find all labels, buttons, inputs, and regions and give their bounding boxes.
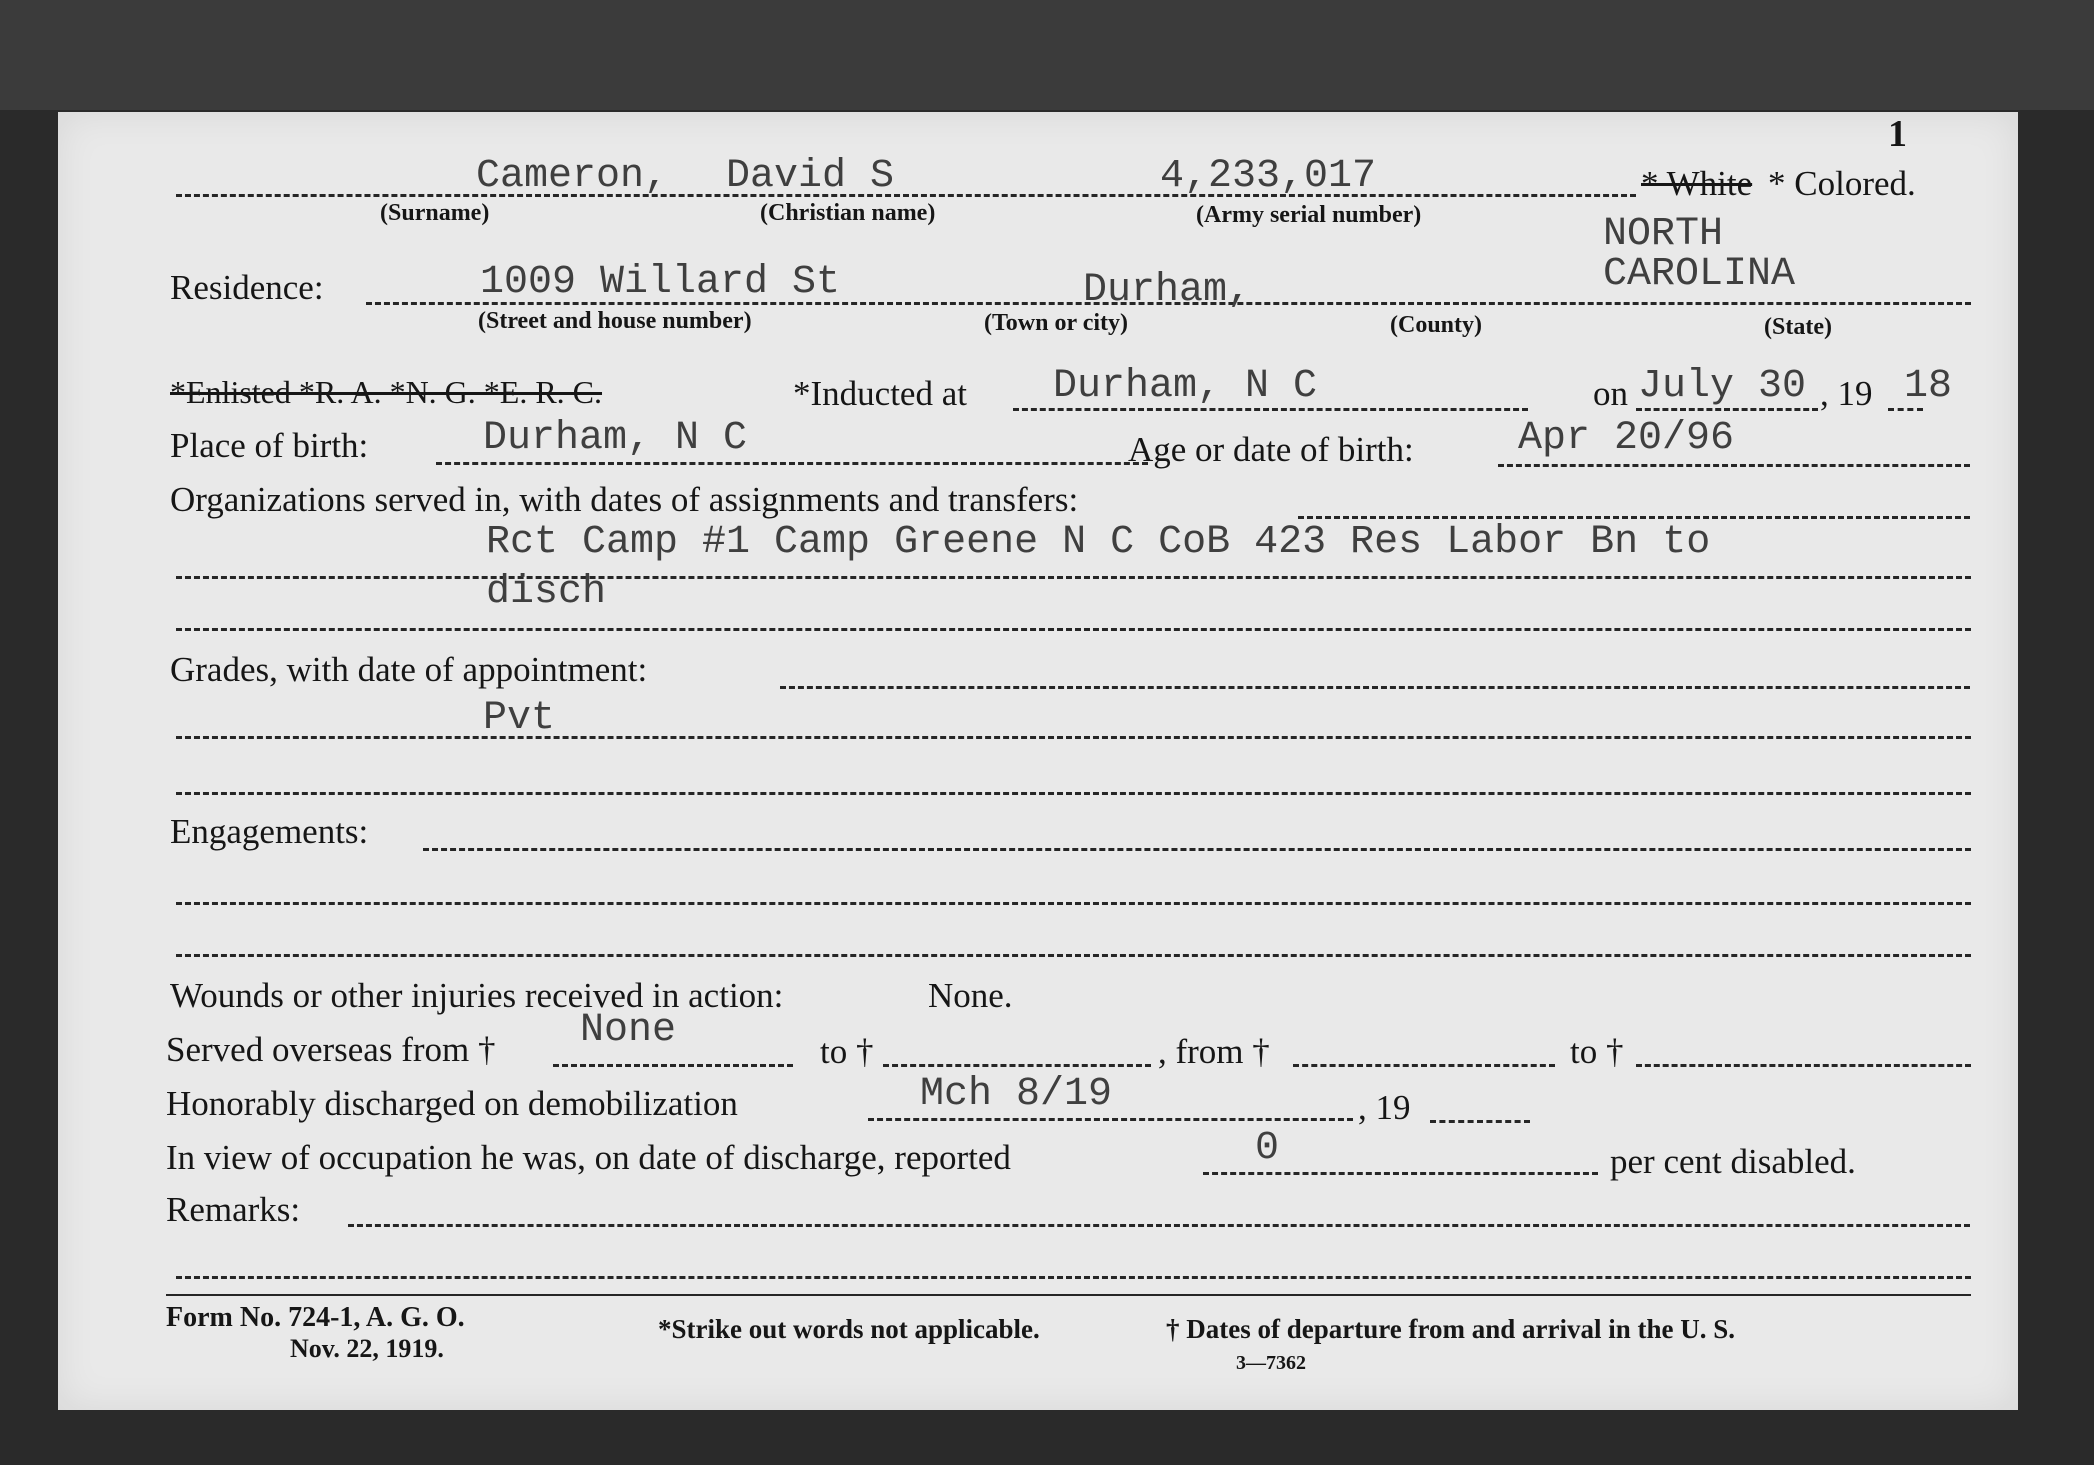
grades-value: Pvt <box>483 696 556 741</box>
discharge-year-prefix: , 19 <box>1358 1088 1411 1127</box>
service-record-card <box>58 112 2018 1410</box>
organizations-value-line2: disch <box>486 570 607 615</box>
form-number: Form No. 724-1, A. G. O. <box>166 1302 465 1333</box>
print-code: 3—7362 <box>1236 1352 1306 1374</box>
serial-number-value: 4,233,017 <box>1160 154 1377 199</box>
residence-label: Residence: <box>170 268 324 307</box>
state-label: (State) <box>1764 314 1832 340</box>
disability-label: In view of occupation he was, on date of discharge, reported <box>166 1138 1011 1177</box>
discharge-line <box>868 1118 1353 1121</box>
overseas-to-line-1 <box>883 1064 1151 1067</box>
county-label: (County) <box>1390 312 1483 338</box>
surname-label: (Surname) <box>380 200 490 226</box>
street-value: 1009 Willard St <box>480 260 841 305</box>
grades-line-2 <box>176 792 1971 795</box>
place-of-birth-value: Durham, N C <box>483 416 748 461</box>
city-label: (Town or city) <box>984 310 1128 336</box>
engagements-line-2 <box>176 954 1971 957</box>
serial-number-label: (Army serial number) <box>1196 202 1422 228</box>
on-label: on <box>1593 374 1628 413</box>
city-value: Durham, <box>1083 268 1252 313</box>
wounds-value: None. <box>928 976 1013 1015</box>
remarks-label: Remarks: <box>166 1190 301 1229</box>
grades-line-1 <box>176 736 1971 739</box>
disability-value: 0 <box>1255 1126 1280 1171</box>
name-line <box>176 194 1636 197</box>
race-colored: * Colored. <box>1768 164 1916 203</box>
overseas-from-line <box>553 1064 793 1067</box>
age-value: Apr 20/96 <box>1518 416 1735 461</box>
engagements-label: Engagements: <box>170 812 369 851</box>
year-prefix: , 19 <box>1820 374 1873 413</box>
wounds-label: Wounds or other injuries received in action: <box>170 976 784 1015</box>
place-of-birth-line <box>436 462 1148 465</box>
state-value-line1: NORTH <box>1603 212 1724 257</box>
grades-label: Grades, with date of appointment: <box>170 650 648 689</box>
disability-line <box>1203 1172 1598 1175</box>
age-line <box>1498 464 1970 467</box>
christian-name-value: David S <box>726 154 895 199</box>
overseas-to-label-2: to † <box>1570 1032 1624 1071</box>
surname-value: Cameron, <box>476 154 669 199</box>
street-label: (Street and house number) <box>478 308 752 334</box>
state-value-line2: CAROLINA <box>1603 252 1796 297</box>
grades-line-0 <box>780 686 1970 689</box>
background-top <box>0 0 2094 110</box>
remarks-line-1 <box>176 1276 1971 1279</box>
card-number: 1 <box>1888 113 1907 155</box>
enlistment-options-struck: *Enlisted *R. A. *N. G. *E. R. C. <box>170 374 603 410</box>
organizations-line-1 <box>176 576 1971 579</box>
overseas-from-line-2 <box>1293 1064 1555 1067</box>
served-overseas-value: None <box>580 1008 677 1053</box>
organizations-line-0 <box>1298 516 1970 519</box>
dates-note: † Dates of departure from and arrival in the U. S. <box>1166 1314 1735 1344</box>
overseas-to-label-1: to † <box>820 1032 874 1071</box>
organizations-value-line1: Rct Camp #1 Camp Greene N C CoB 423 Res Labor Bn to <box>486 520 1711 565</box>
disability-suffix: per cent disabled. <box>1610 1142 1856 1181</box>
engagements-line-0 <box>423 848 1971 851</box>
footer-rule <box>166 1294 1971 1296</box>
place-of-birth-label: Place of birth: <box>170 426 369 465</box>
served-overseas-label: Served overseas from † <box>166 1030 496 1069</box>
race-white-struck: * White <box>1641 164 1753 203</box>
inducted-label: *Inducted at <box>793 374 967 413</box>
organizations-label: Organizations served in, with dates of assignments and transfers: <box>170 480 1079 519</box>
strike-note: *Strike out words not applicable. <box>658 1314 1040 1344</box>
age-label: Age or date of birth: <box>1128 430 1414 469</box>
inducted-value: Durham, N C <box>1053 364 1318 409</box>
discharge-label: Honorably discharged on demobilization <box>166 1084 738 1123</box>
overseas-from-label-2: , from † <box>1158 1032 1270 1071</box>
discharge-year-line <box>1430 1120 1530 1123</box>
form-date: Nov. 22, 1919. <box>290 1334 444 1363</box>
christian-name-label: (Christian name) <box>760 200 936 226</box>
induction-year-value: 18 <box>1904 364 1953 409</box>
engagements-line-1 <box>176 902 1971 905</box>
remarks-line-0 <box>348 1224 1970 1227</box>
overseas-to-line-2 <box>1636 1064 1971 1067</box>
induction-date-value: July 30 <box>1638 364 1807 409</box>
organizations-line-2 <box>176 628 1971 631</box>
discharge-value: Mch 8/19 <box>920 1072 1113 1117</box>
